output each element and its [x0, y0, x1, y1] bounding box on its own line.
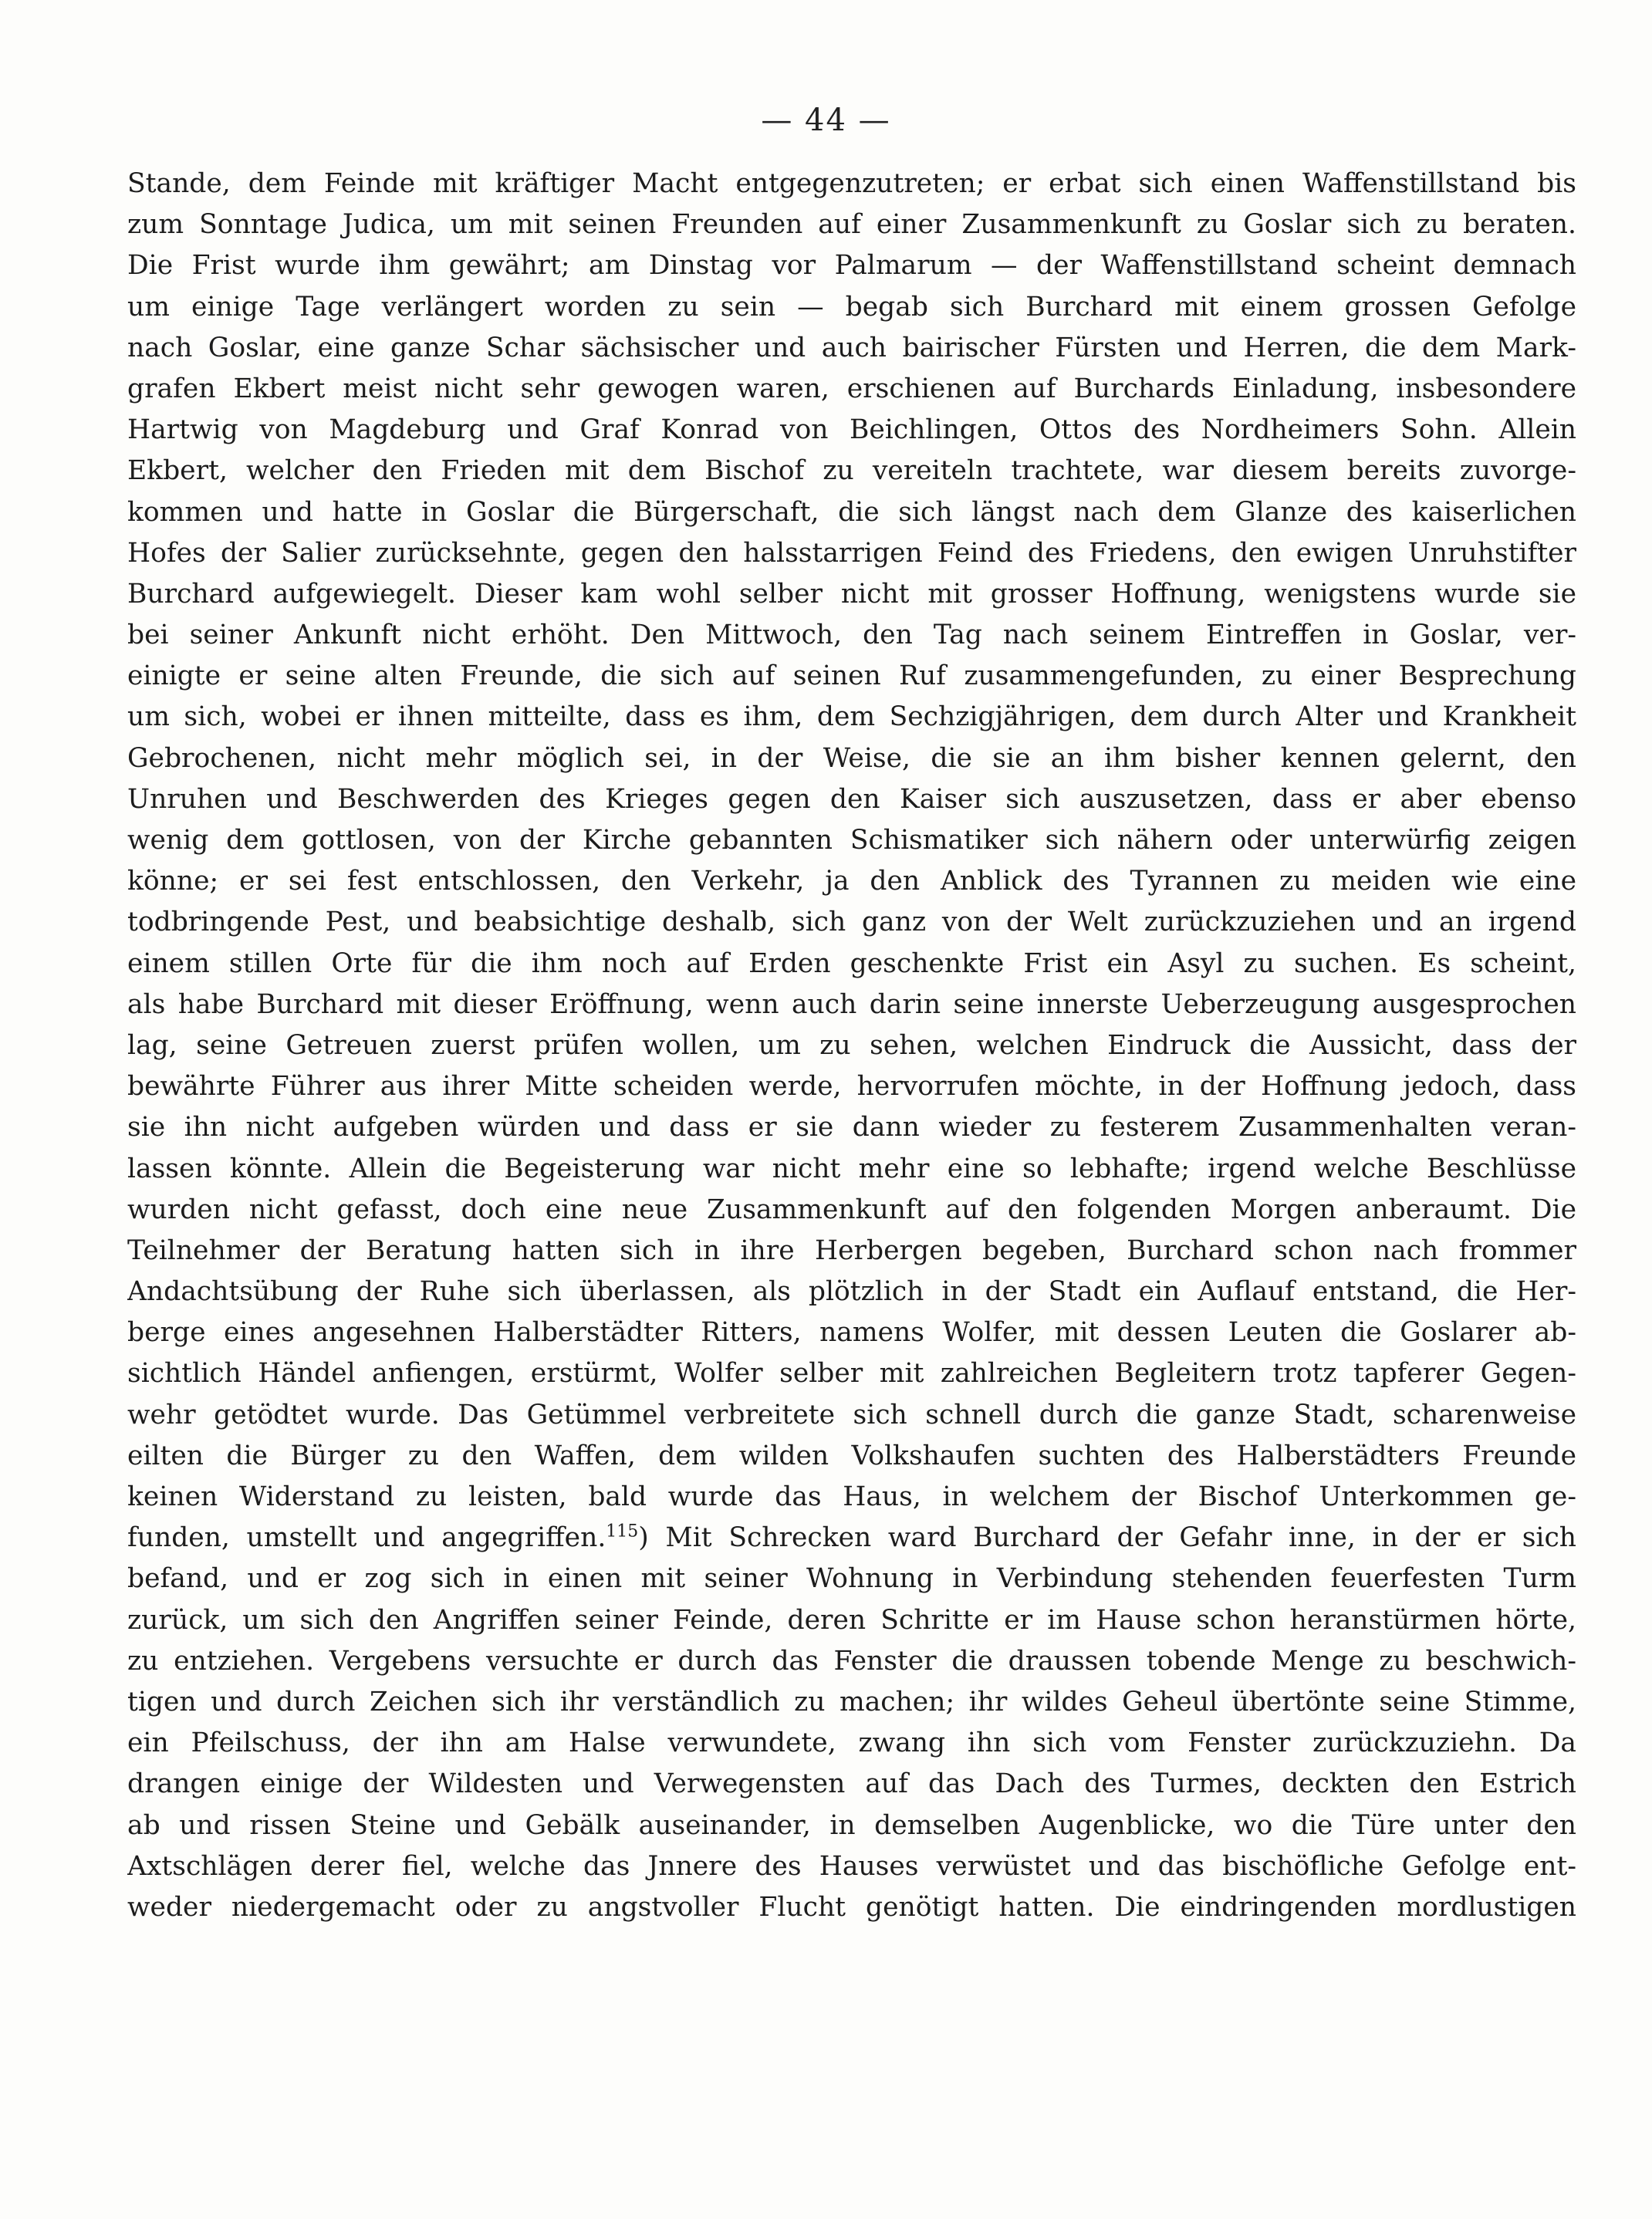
text-line-10: Hofes der Salier zurücksehnte, gegen den halsstarrigen Feind des Friedens, den ewigen Unruhstifter: [127, 537, 1576, 569]
text-line-11: Burchard aufgewiegelt. Dieser kam wohl selber nicht mit grosser Hoffnung, wenigstens wurde sie: [127, 578, 1576, 610]
text-line-18: könne; er sei fest entschlossen, den Verkehr, ja den Anblick des Tyrannen zu meiden wie eine: [127, 866, 1576, 897]
text-line-14: um sich, wobei er ihnen mitteilte, dass es ihm, dem Sechzigjährigen, dem durch Alter und Krankheit: [127, 701, 1576, 733]
text-line-34: [127, 1518, 1576, 1559]
page-number: — 44 —: [761, 103, 891, 138]
text-line-7: Hartwig von Magdeburg und Graf Konrad von Beichlingen, Ottos des Nordheimers Sohn. Allein: [127, 414, 1576, 446]
text-line-28: Andachtsübung der Ruhe sich überlassen, als plötzlich in der Stadt ein Auflauf entstand, die Her-: [127, 1276, 1576, 1308]
text-line-34-after: ) Mit Schrecken ward Burchard der Gefahr inne, in der er sich: [638, 1522, 1576, 1554]
text-line-13: einigte er seine alten Freunde, die sich auf seinen Ruf zusammengefunden, zu einer Besprechung: [127, 660, 1576, 692]
text-line-37: zu entziehen. Vergebens versuchte er durch das Fenster die draussen tobende Menge zu beschwich-: [127, 1645, 1576, 1677]
text-line-24: sie ihn nicht aufgeben würden und dass er sie dann wieder zu festerem Zusammenhalten veran-: [127, 1112, 1576, 1143]
text-line-12: bei seiner Ankunft nicht erhöht. Den Mittwoch, den Tag nach seinem Eintreffen in Goslar, ver-: [127, 620, 1576, 651]
text-line-29: berge eines angesehnen Halberstädter Ritters, namens Wolfer, mit dessen Leuten die Goslarer ab-: [127, 1317, 1576, 1349]
text-line-35: befand, und er zog sich in einen mit seiner Wohnung in Verbindung stehenden feuerfesten Turm: [127, 1563, 1576, 1595]
text-line-4: um einige Tage verlängert worden zu sein — begab sich Burchard mit einem grossen Gefolge: [127, 291, 1576, 323]
text-line-9: kommen und hatte in Goslar die Bürgerschaft, die sich längst nach dem Glanze des kaiserlichen: [127, 496, 1576, 528]
text-line-38: tigen und durch Zeichen sich ihr verständlich zu machen; ihr wildes Geheul übertönte seine Stimme,: [127, 1686, 1576, 1717]
text-line-43: weder niedergemacht oder zu angstvoller Flucht genötigt hatten. Die eindringenden mordlustigen: [127, 1891, 1576, 1923]
text-line-16: Unruhen und Beschwerden des Krieges gegen den Kaiser sich auszusetzen, dass er aber ebenso: [127, 783, 1576, 815]
text-line-8: Ekbert, welcher den Frieden mit dem Bischof zu vereiteln trachtete, war diesem bereits zuvorge-: [127, 455, 1576, 487]
text-line-34-before: funden, umstellt und angegriffen.: [127, 1522, 606, 1554]
text-line-22: lag, seine Getreuen zuerst prüfen wollen, um zu sehen, welchen Eindruck die Aussicht, dass der: [127, 1029, 1576, 1061]
text-line-32: eilten die Bürger zu den Waffen, dem wilden Volkshaufen suchten des Halberstädters Freunde: [127, 1440, 1576, 1471]
text-line-15: Gebrochenen, nicht mehr möglich sei, in der Weise, die sie an ihm bisher kennen gelernt, den: [127, 742, 1576, 774]
text-line-30: sichtlich Händel anfiengen, erstürmt, Wolfer selber mit zahlreichen Begleitern trotz tapferer Gegen-: [127, 1358, 1576, 1390]
text-line-2: zum Sonntage Judica, um mit seinen Freunden auf einer Zusammenkunft zu Goslar sich zu beraten.: [127, 209, 1576, 241]
text-line-6: grafen Ekbert meist nicht sehr gewogen waren, erschienen auf Burchards Einladung, insbesondere: [127, 373, 1576, 404]
text-line-19: todbringende Pest, und beabsichtige deshalb, sich ganz von der Welt zurückzuziehen und an irgend: [127, 907, 1576, 938]
text-line-33: keinen Widerstand zu leisten, bald wurde das Haus, in welchem der Bischof Unterkommen ge-: [127, 1481, 1576, 1512]
text-line-5: nach Goslar, eine ganze Schar sächsischer und auch bairischer Fürsten und Herren, die dem Mark-: [127, 332, 1576, 363]
text-line-27: Teilnehmer der Beratung hatten sich in ihre Herbergen begeben, Burchard schon nach frommer: [127, 1234, 1576, 1266]
text-line-17: wenig dem gottlosen, von der Kirche gebannten Schismatiker sich nähern oder unterwürfig zeigen: [127, 825, 1576, 856]
text-line-41: ab und rissen Steine und Gebälk auseinander, in demselben Augenblicke, wo die Türe unter den: [127, 1809, 1576, 1841]
text-line-3: Die Frist wurde ihm gewährt; am Dinstag vor Palmarum — der Waffenstillstand scheint demnach: [127, 250, 1576, 282]
text-line-26: wurden nicht gefasst, doch eine neue Zusammenkunft auf den folgenden Morgen anberaumt. Die: [127, 1194, 1576, 1225]
text-line-31: wehr getödtet wurde. Das Getümmel verbreitete sich schnell durch die ganze Stadt, scharenweise: [127, 1399, 1576, 1430]
text-line-20: einem stillen Orte für die ihm noch auf Erden geschenkte Frist ein Asyl zu suchen. Es scheint,: [127, 947, 1576, 979]
body-text: [127, 164, 1576, 1928]
text-line-36: zurück, um sich den Angriffen seiner Feinde, deren Schritte er im Hause schon heranstürmen hörte,: [127, 1604, 1576, 1636]
text-line-25: lassen könnte. Allein die Begeisterung war nicht mehr eine so lebhafte; irgend welche Beschlüsse: [127, 1153, 1576, 1184]
footnote-reference: 115: [606, 1522, 639, 1542]
text-line-42: Axtschlägen derer fiel, welche das Jnnere des Hauses verwüstet und das bischöfliche Gefolge ent-: [127, 1850, 1576, 1882]
text-line-40: drangen einige der Wildesten und Verwegensten auf das Dach des Turmes, deckten den Estrich: [127, 1768, 1576, 1800]
text-line-23: bewährte Führer aus ihrer Mitte scheiden werde, hervorrufen möchte, in der Hoffnung jedoch, dass: [127, 1071, 1576, 1103]
text-line-21: als habe Burchard mit dieser Eröffnung, wenn auch darin seine innerste Ueberzeugung ausgesprochen: [127, 988, 1576, 1020]
text-line-39: ein Pfeilschuss, der ihn am Halse verwundete, zwang ihn sich vom Fenster zurückzuziehn. Da: [127, 1728, 1576, 1759]
text-line-1: Stande, dem Feinde mit kräftiger Macht entgegenzutreten; er erbat sich einen Waffenstillstand bis: [127, 168, 1576, 199]
